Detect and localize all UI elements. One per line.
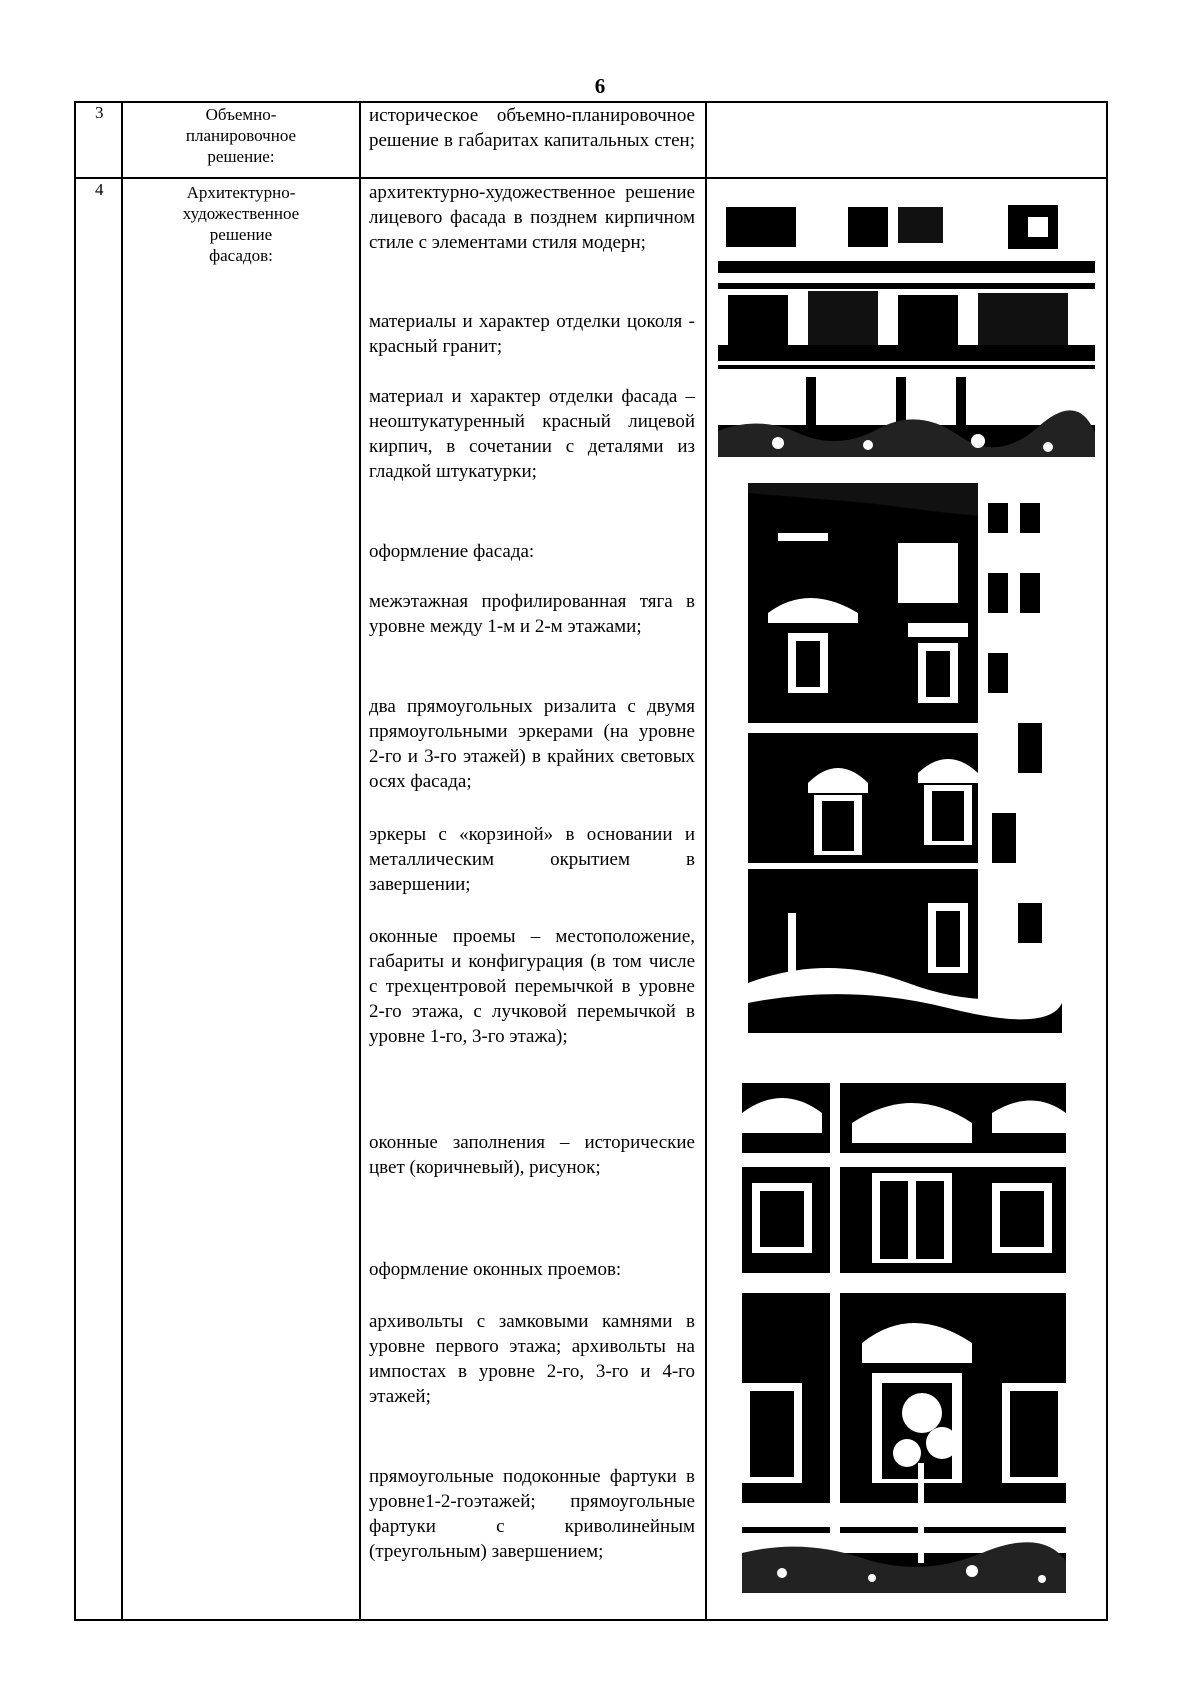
paragraph: оконные проемы – местоположение, габариты и конфигурация (в том числе с трехцентровой перемычкой в уровне 2-го этажа, с лучковой перемычкой в уровне 1-го, 3-го этажа); — [369, 926, 695, 1047]
row-number: 3 — [95, 103, 104, 122]
facade-ground-floor-drawing — [718, 205, 1095, 457]
row-name — [124, 104, 358, 167]
paragraph: два прямоугольных ризалита с двумя прямоугольными эркерами (на уровне 2-го и 3-го этажей) в крайних световых осях фасада; — [369, 696, 695, 792]
paragraph: материалы и характер отделки цоколя - красный гранит; — [369, 311, 695, 357]
facade-ground-floor-photo — [718, 205, 1095, 457]
paragraph: архитектурно-художественное решение лицевого фасада в позднем кирпичном стиле с элементами стиля модерн; — [369, 182, 695, 253]
table-col-divider — [121, 101, 123, 1621]
facade-windows-detail-drawing — [742, 1083, 1066, 1593]
paragraph: оконные заполнения – исторические цвет (коричневый), рисунок; — [369, 1132, 695, 1178]
table-border-right — [1106, 101, 1108, 1621]
row-name — [124, 182, 358, 266]
row-name-text: Объемно- планировочное решение: — [185, 105, 297, 166]
table-row-divider — [74, 177, 1108, 179]
facade-windows-detail-photo — [742, 1083, 1066, 1593]
paragraph: оформление фасада: — [369, 541, 535, 562]
paragraph: эркеры с «корзиной» в основании и металлическим окрытием в завершении; — [369, 824, 695, 895]
page-number: 6 — [594, 74, 606, 98]
table-col-divider — [705, 101, 707, 1621]
table-col-divider — [359, 101, 361, 1621]
facade-street-view-drawing — [748, 483, 1062, 1033]
row-name-text: Архитектурно- художественное решение фасадов: — [182, 183, 300, 265]
paragraph: прямоугольные подоконные фартуки в уровне1-2-гоэтажей; прямоугольные фартуки с криволинейным (треугольным) завершением; — [369, 1466, 695, 1562]
paragraph: архивольты с замковыми камнями в уровне первого этажа; архивольты на импостах в уровне 2-го, 3-го и 4-го этажей; — [369, 1311, 695, 1407]
table-border-bottom — [74, 1619, 1108, 1621]
paragraph: межэтажная профилированная тяга в уровне между 1-м и 2-м этажами; — [369, 591, 695, 637]
table-border-left — [74, 101, 76, 1621]
facade-street-view-photo — [748, 483, 1062, 1033]
row-number: 4 — [95, 180, 104, 199]
row-text: историческое объемно-планировочное решение в габаритах капитальных стен; — [369, 105, 695, 151]
paragraph: оформление оконных проемов: — [369, 1259, 622, 1280]
paragraph: материал и характер отделки фасада – неоштукатуренный красный лицевой кирпич, в сочетании с деталями из гладкой штукатурки; — [369, 386, 695, 482]
